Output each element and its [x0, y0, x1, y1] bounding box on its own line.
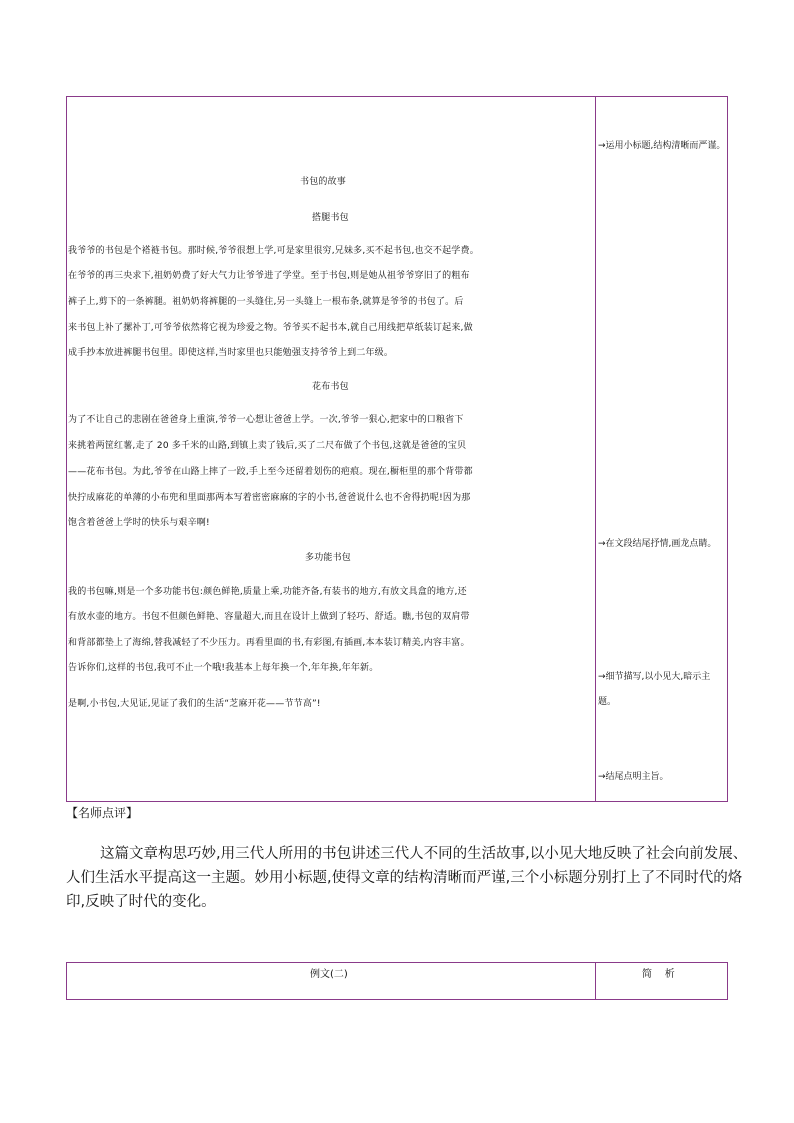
next-table-right-header: 简 析: [642, 969, 675, 980]
paragraph-line: 和背部都垫上了海绵,替我减轻了不少压力。再看里面的书,有彩图,有插画,本本装订精美,内容丰富。: [68, 638, 470, 648]
section-heading-2: 花布书包: [312, 382, 349, 392]
evaluation-line: 这篇文章构思巧妙,用三代人所用的书包讲述三代人不同的生活故事,以小见大地反映了社会向前发展、: [100, 846, 748, 862]
paragraph-line: ——花布书包。为此,爷爷在山路上摔了一跤,手上至今还留着划伤的疤痕。现在,橱柜里的那个背带都: [68, 467, 473, 477]
next-table-left-header: 例文(二): [310, 969, 348, 980]
section-heading-3: 多功能书包: [305, 553, 352, 563]
paragraph-line: 来挑着两筐红薯,走了 20 多千米的山路,到镇上卖了钱后,买了二尺布做了个书包,这就是爸爸的宝贝: [68, 441, 467, 451]
paragraph-line: 有放水壶的地方。书包不但颜色鲜艳、容量超大,而且在设计上做到了轻巧、舒适。瞧,书包的双肩带: [68, 612, 470, 622]
essay-table-divider: [595, 96, 596, 802]
paragraph-line: 我爷爷的书包是个褡裢书包。那时候,爷爷很想上学,可是家里很穷,兄妹多,买不起书包,也交不起学费。: [68, 246, 479, 256]
paragraph-line: 快拧成麻花的单薄的小布兜和里面那两本写着密密麻麻的字的小书,爸爸说什么也不舍得扔呢!因为那: [68, 493, 471, 503]
paragraph-line: 饱含着爸爸上学时的快乐与艰辛啊!: [68, 518, 210, 528]
paragraph-line: 为了不让自己的悲剧在爸爸身上重演,爷爷一心想让爸爸上学。一次,爷爷一狠心,把家中的口粮省下: [68, 415, 464, 425]
analysis-note: →运用小标题,结构清晰而严谨。: [598, 141, 726, 151]
story-title: 书包的故事: [300, 177, 347, 187]
paragraph-line: 告诉你们,这样的书包,我可不止一个哦!我基本上每年换一个,年年换,年年新。: [68, 663, 379, 673]
paragraph-line: 来书包上补了摞补丁,可爷爷依然将它视为珍爱之物。爷爷买不起书本,就自己用线把草纸装订起来,做: [68, 323, 473, 333]
next-table: [66, 962, 728, 1000]
section-heading-1: 搭腿书包: [312, 213, 349, 223]
analysis-note: →在文段结尾抒情,画龙点睛。: [598, 539, 717, 549]
next-table-divider: [595, 962, 596, 1000]
story-ending: 是啊,小书包,大见证,见证了我们的生活“芝麻开花——节节高”!: [68, 699, 321, 709]
paragraph-line: 在爷爷的再三央求下,祖奶奶费了好大气力让爷爷进了学堂。至于书包,则是她从祖爷爷穿旧了的粗布: [68, 271, 470, 281]
paragraph-line: 裤子上,剪下的一条裤腿。祖奶奶将裤腿的一头缝住,另一头缝上一根布条,就算是爷爷的书包了。后: [68, 297, 464, 307]
evaluation-title: 【名师点评】: [66, 806, 139, 820]
evaluation-line: 人们生活水平提高这一主题。妙用小标题,使得文章的结构清晰而严谨,三个小标题分别打上了不同时代的烙: [66, 870, 743, 886]
paragraph-line: 成手抄本放进裤腿书包里。即使这样,当时家里也只能勉强支持爷爷上到二年级。: [68, 348, 394, 358]
evaluation-line: 印,反映了时代的变化。: [66, 894, 216, 910]
analysis-note: →结尾点明主旨。: [598, 772, 669, 782]
analysis-note: →细节描写,以小见大,暗示主题。: [598, 672, 711, 707]
paragraph-line: 我的书包嘛,则是一个多功能书包:颜色鲜艳,质量上乘,功能齐备,有装书的地方,有放文具盒的地方,还: [68, 587, 467, 597]
